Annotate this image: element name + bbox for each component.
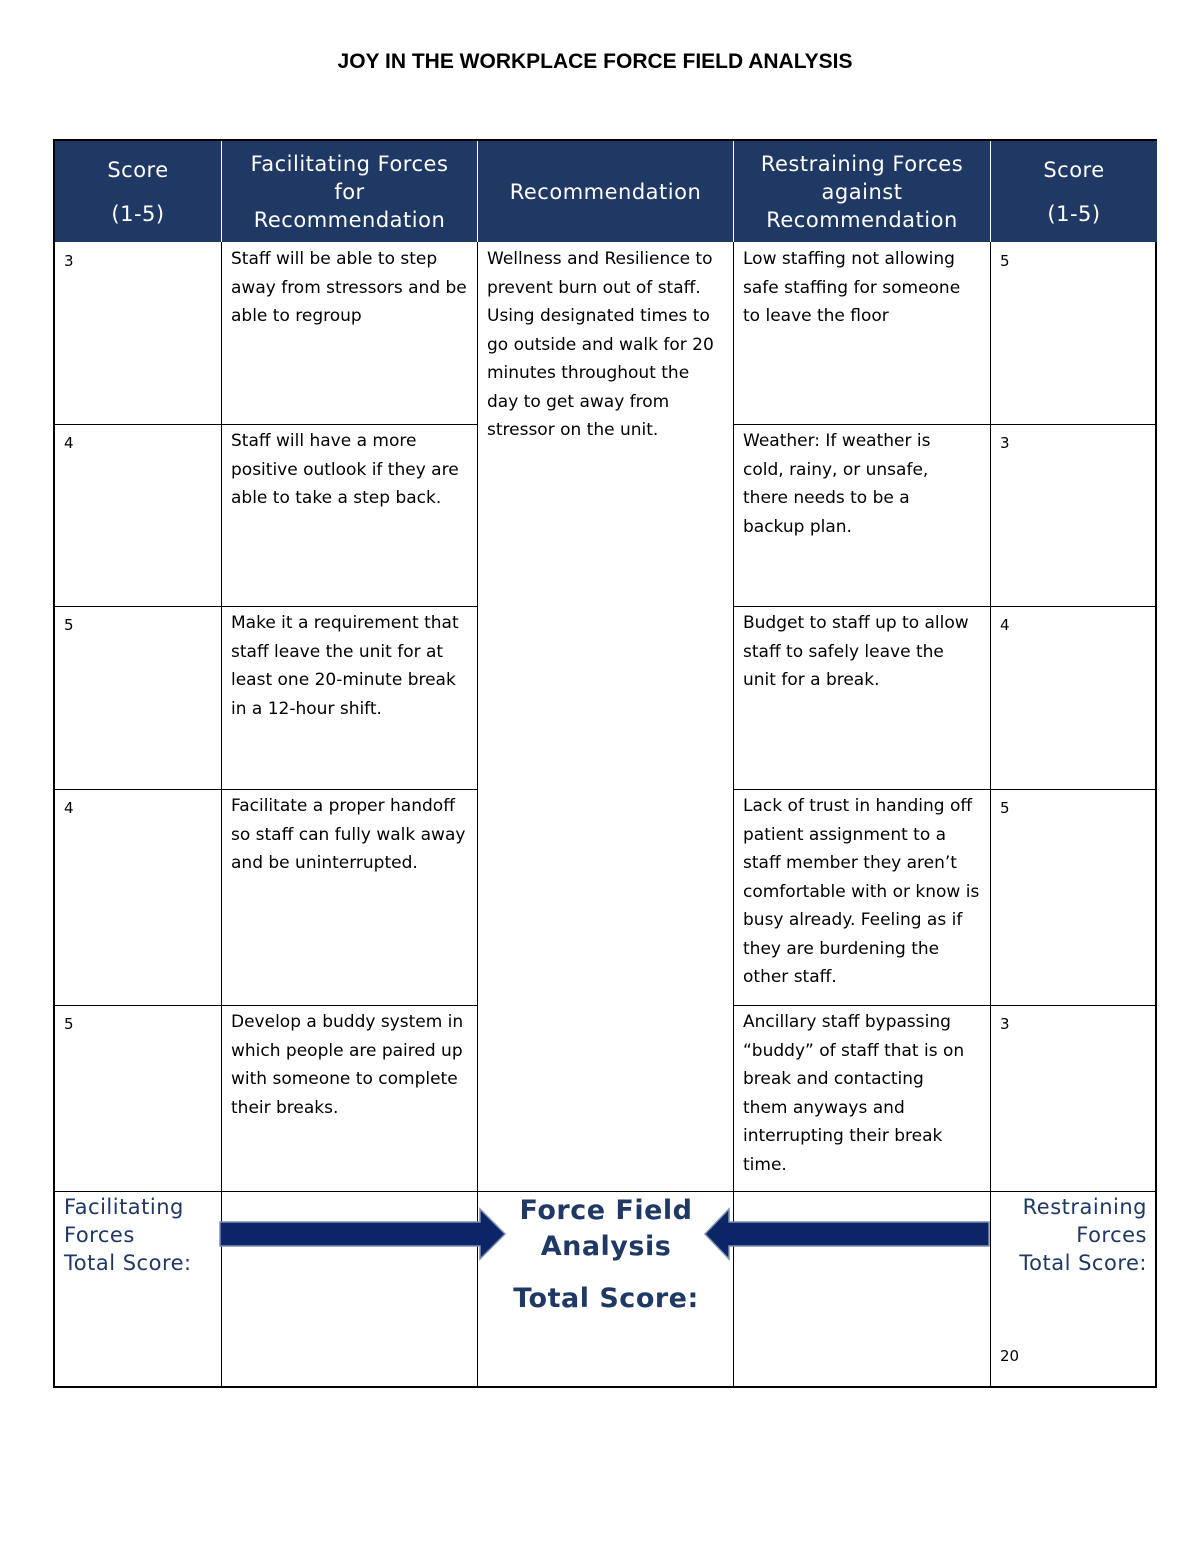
force-field-line1: Force Field [519, 1195, 693, 1226]
table-row-5-facilitating: Develop a buddy system in which people are paired up with someone to complete their breaks. [231, 1012, 464, 1118]
table-row-3-score-right: 4 [1000, 616, 1010, 634]
facilitating-total-line1: Facilitating [64, 1195, 184, 1219]
header-score-left [55, 141, 221, 242]
table-row-2-score-right: 3 [1000, 434, 1010, 452]
header-recommendation [478, 141, 733, 242]
facilitating-total-line2: Forces [64, 1223, 135, 1247]
table-row-4-score-left: 4 [64, 799, 74, 817]
table-row-3-score-left: 5 [64, 616, 74, 634]
facilitating-total-line3: Total Score: [64, 1251, 192, 1275]
header-score-right-line2: (1-5) [1047, 201, 1101, 226]
header-facilitating-line3: Recommendation [253, 207, 446, 232]
restraining-total-line1: Restraining [1022, 1195, 1147, 1219]
header-recommendation-label: Recommendation [509, 179, 702, 204]
page-title: JOY IN THE WORKPLACE FORCE FIELD ANALYSIS [337, 50, 853, 73]
table-row-2-restraining: Weather: If weather is cold, rainy, or unsafe, there needs to be a backup plan. [743, 431, 931, 537]
header-facilitating [222, 141, 477, 242]
header-restraining-line2: against [821, 179, 903, 204]
table-row-3-facilitating: Make it a requirement that staff leave the unit for at least one 20-minute break in a 12-hour shift. [231, 613, 459, 719]
table-row-1-facilitating: Staff will be able to step away from stressors and be able to regroup [231, 249, 467, 326]
left-arrow-icon [703, 1207, 991, 1261]
force-field-table [53, 139, 1157, 1388]
table-row-3-restraining: Budget to staff up to allow staff to safely leave the unit for a break. [743, 613, 969, 690]
right-arrow-icon [218, 1207, 508, 1261]
header-score-left-line2: (1-5) [111, 201, 165, 226]
table-row-5-score-right: 3 [1000, 1015, 1010, 1033]
restraining-total-line2: Forces [1076, 1223, 1147, 1247]
table-row-1-score-left: 3 [64, 252, 74, 270]
table-row-2-facilitating: Staff will have a more positive outlook if they are able to take a step back. [231, 431, 459, 508]
table-row-2-score-left: 4 [64, 434, 74, 452]
header-facilitating-line2: for [334, 179, 365, 204]
table-row-1-score-right: 5 [1000, 252, 1010, 270]
table-row-5-score-left: 5 [64, 1015, 74, 1033]
header-score-left-line1: Score [107, 157, 169, 182]
force-field-line2: Analysis [540, 1231, 672, 1262]
facilitating-total-label [64, 1193, 224, 1277]
restraining-total-value: 20 [1000, 1347, 1020, 1365]
header-restraining-line1: Restraining Forces [760, 151, 964, 176]
force-field-total [478, 1193, 734, 1317]
restraining-total-label [991, 1193, 1147, 1277]
header-score-right-line1: Score [1043, 157, 1105, 182]
header-facilitating-line1: Facilitating Forces [250, 151, 449, 176]
table-row-4-facilitating: Facilitate a proper handoff so staff can fully walk away and be uninterrupted. [231, 796, 466, 873]
table-row-4-score-right: 5 [1000, 799, 1010, 817]
restraining-total-line3: Total Score: [1019, 1251, 1147, 1275]
recommendation-text: Wellness and Resilience to prevent burn out of staff. Using designated times to go outside and walk for 20 minutes throughout the day to get away from stressor on the unit. [487, 249, 714, 440]
table-row-1-restraining: Low staffing not allowing safe staffing for someone to leave the floor [743, 249, 961, 326]
table-row-4-restraining: Lack of trust in handing off patient assignment to a staff member they aren’t comfortable with or know is busy already. Feeling as if they are burdening the other staff. [743, 796, 980, 987]
header-score-right [991, 141, 1157, 242]
force-field-total-score-label: Total Score: [513, 1283, 699, 1314]
table-row-5-restraining: Ancillary staff bypassing “buddy” of staff that is on break and contacting them anyways and interrupting their break time. [743, 1012, 965, 1175]
header-restraining-line3: Recommendation [766, 207, 958, 232]
header-restraining [734, 141, 990, 242]
